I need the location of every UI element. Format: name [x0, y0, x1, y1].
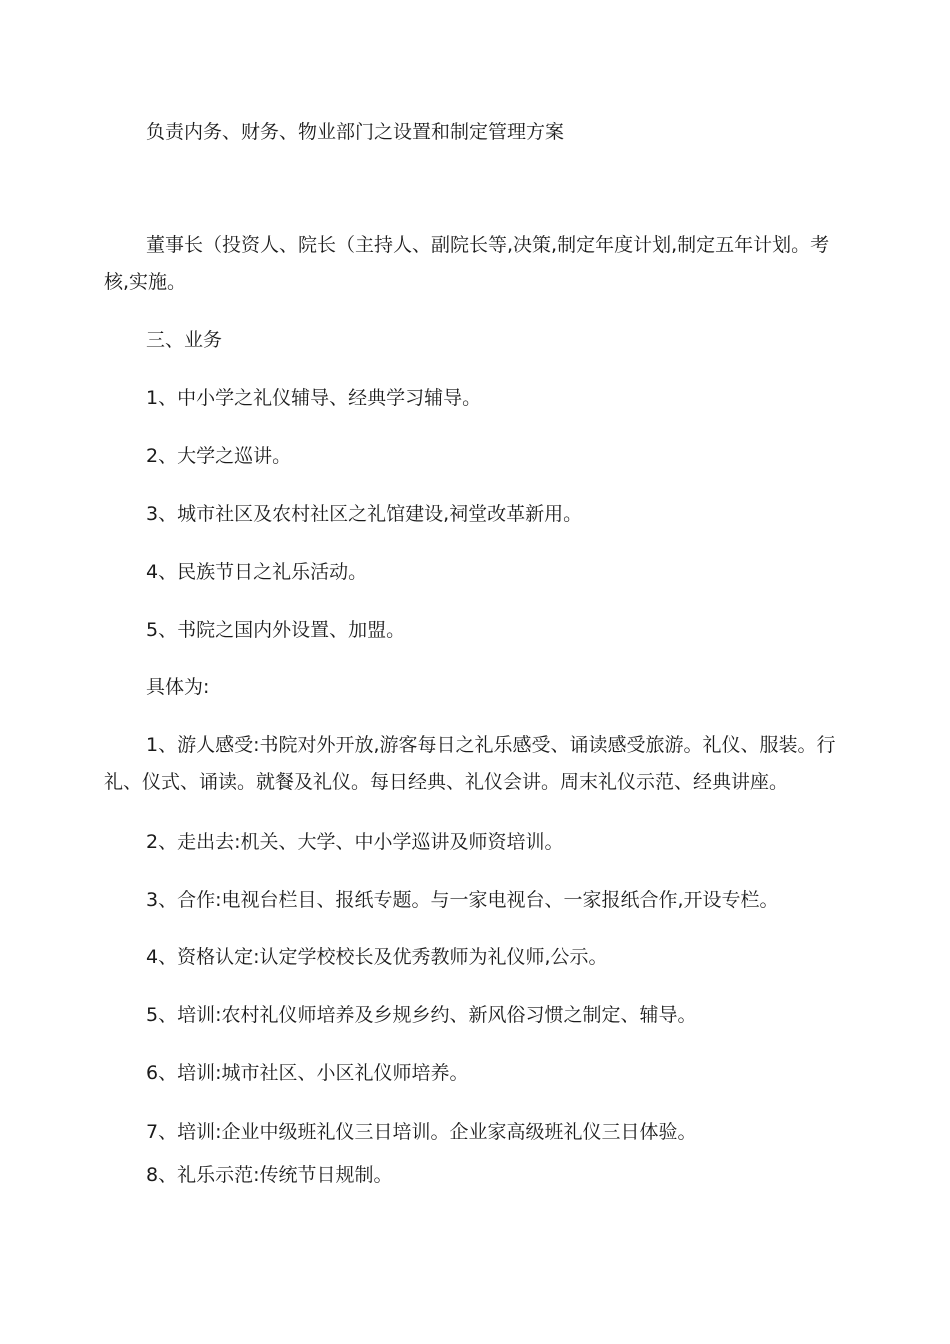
business-item-4: 4、民族节日之礼乐活动。: [146, 561, 368, 583]
detail-item-2: 2、走出去:机关、大学、中小学巡讲及师资培训。: [146, 831, 564, 853]
detail-item-6: 6、培训:城市社区、小区礼仪师培养。: [146, 1062, 469, 1084]
details-heading: 具体为:: [146, 676, 210, 698]
detail-item-1: 1、游人感受:书院对外开放,游客每日之礼乐感受、诵读感受旅游。礼仪、服装。行礼、仪式、诵读。就餐及礼仪。每日经典、礼仪会讲。周末礼仪示范、经典讲座。: [104, 734, 836, 793]
business-item-5: 5、书院之国内外设置、加盟。: [146, 619, 406, 641]
detail-item-5: 5、培训:农村礼仪师培养及乡规乡约、新风俗习惯之制定、辅导。: [146, 1004, 697, 1026]
paragraph-board-chair: 董事长（投资人、院长（主持人、副院长等,决策,制定年度计划,制定五年计划。考核,实施。: [104, 234, 830, 293]
business-item-2: 2、大学之巡讲。: [146, 445, 292, 467]
business-item-1: 1、中小学之礼仪辅导、经典学习辅导。: [146, 387, 482, 409]
detail-item-8: 8、礼乐示范:传统节日规制。: [146, 1164, 393, 1186]
detail-item-4: 4、资格认定:认定学校校长及优秀教师为礼仪师,公示。: [146, 946, 608, 968]
detail-item-3: 3、合作:电视台栏目、报纸专题。与一家电视台、一家报纸合作,开设专栏。: [146, 889, 779, 911]
detail-item-7: 7、培训:企业中级班礼仪三日培训。企业家高级班礼仪三日体验。: [146, 1121, 697, 1143]
section-heading-business: 三、业务: [146, 329, 223, 351]
business-item-3: 3、城市社区及农村社区之礼馆建设,祠堂改革新用。: [146, 503, 583, 525]
paragraph-management-plan: 负责内务、财务、物业部门之设置和制定管理方案: [146, 121, 565, 143]
